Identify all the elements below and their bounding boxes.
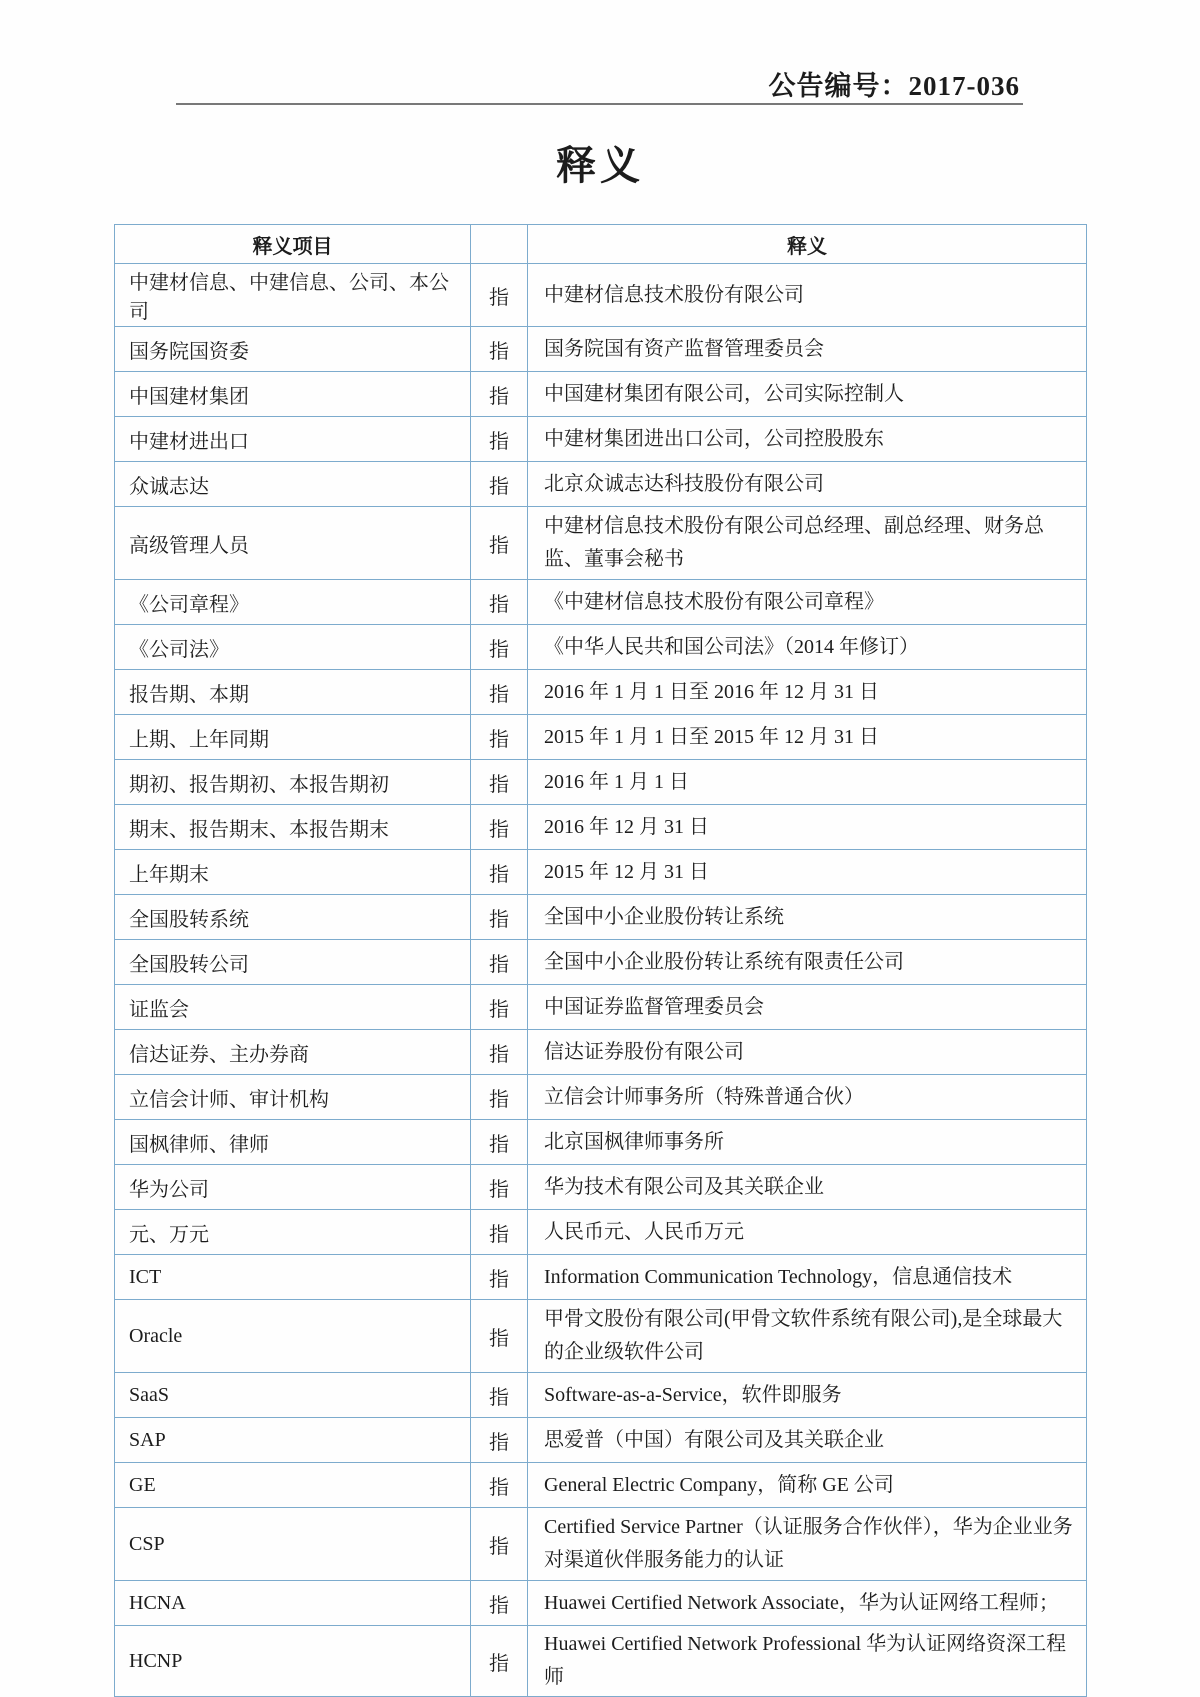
term-cell: 元、万元 [115,1210,471,1255]
definition-cell: 中建材信息技术股份有限公司 [528,264,1087,327]
definition-cell: 思爱普（中国）有限公司及其关联企业 [528,1418,1087,1463]
means-cell: 指 [471,805,528,850]
means-cell: 指 [471,1210,528,1255]
table-row [115,895,1087,940]
definition-cell: 《中建材信息技术股份有限公司章程》 [528,580,1087,625]
table-row [115,264,1087,327]
means-cell: 指 [471,327,528,372]
table-row [115,1165,1087,1210]
col-header-definition: 释义 [528,225,1087,264]
definition-cell: 人民币元、人民币万元 [528,1210,1087,1255]
definition-cell: 《中华人民共和国公司法》（2014 年修订） [528,625,1087,670]
definition-cell: 中国证券监督管理委员会 [528,985,1087,1030]
definition-cell: Information Communication Technology，信息通信技术 [528,1255,1087,1300]
means-cell: 指 [471,1075,528,1120]
table-row [115,507,1087,580]
table-row [115,850,1087,895]
table-row [115,940,1087,985]
definition-cell: Software-as-a-Service，软件即服务 [528,1373,1087,1418]
term-cell: GE [115,1463,471,1508]
means-cell: 指 [471,985,528,1030]
definition-cell: 2015 年 12 月 31 日 [528,850,1087,895]
means-cell: 指 [471,264,528,327]
notice-number: 公告编号：2017-036 [768,71,1020,101]
means-cell: 指 [471,625,528,670]
term-cell: ICT [115,1255,471,1300]
table-row [115,1255,1087,1300]
term-cell: 立信会计师、审计机构 [115,1075,471,1120]
term-cell: 《公司章程》 [115,580,471,625]
term-cell: 中国建材集团 [115,372,471,417]
col-header-means [471,225,528,264]
table-row [115,1626,1087,1697]
means-cell: 指 [471,715,528,760]
table-row [115,580,1087,625]
term-cell: 中建材进出口 [115,417,471,462]
means-cell: 指 [471,895,528,940]
col-header-term: 释义项目 [115,225,471,264]
definitions-table [114,224,1087,1697]
table-row [115,1120,1087,1165]
means-cell: 指 [471,1418,528,1463]
definition-cell: Huawei Certified Network Associate，华为认证网络工程师； [528,1581,1087,1626]
definition-cell: 立信会计师事务所（特殊普通合伙） [528,1075,1087,1120]
table-row [115,1418,1087,1463]
means-cell: 指 [471,1255,528,1300]
means-cell: 指 [471,1508,528,1581]
term-cell: 中建材信息、中建信息、公司、本公司 [115,264,471,327]
definition-cell: 全国中小企业股份转让系统 [528,895,1087,940]
definition-cell: 全国中小企业股份转让系统有限责任公司 [528,940,1087,985]
term-cell: 国务院国资委 [115,327,471,372]
means-cell: 指 [471,462,528,507]
definition-cell: 北京众诚志达科技股份有限公司 [528,462,1087,507]
table-row [115,985,1087,1030]
definitions-table-body [115,264,1087,1697]
term-cell: 期末、报告期末、本报告期末 [115,805,471,850]
header-rule [176,103,1023,105]
definition-cell: 2015 年 1 月 1 日至 2015 年 12 月 31 日 [528,715,1087,760]
means-cell: 指 [471,580,528,625]
means-cell: 指 [471,760,528,805]
means-cell: 指 [471,1165,528,1210]
table-row [115,1300,1087,1373]
means-cell: 指 [471,507,528,580]
definition-cell: 华为技术有限公司及其关联企业 [528,1165,1087,1210]
definition-cell: 2016 年 12 月 31 日 [528,805,1087,850]
definition-cell: 北京国枫律师事务所 [528,1120,1087,1165]
definition-cell: Certified Service Partner（认证服务合作伙伴），华为企业业务对渠道伙伴服务能力的认证 [528,1508,1087,1581]
definition-cell: Huawei Certified Network Professional 华为认证网络资深工程师 [528,1626,1087,1697]
means-cell: 指 [471,1300,528,1373]
means-cell: 指 [471,940,528,985]
term-cell: 上年期末 [115,850,471,895]
term-cell: 众诚志达 [115,462,471,507]
table-row [115,715,1087,760]
table-row [115,1030,1087,1075]
term-cell: 报告期、本期 [115,670,471,715]
means-cell: 指 [471,372,528,417]
definition-cell: 中建材信息技术股份有限公司总经理、副总经理、财务总监、董事会秘书 [528,507,1087,580]
definition-cell: 2016 年 1 月 1 日 [528,760,1087,805]
definition-cell: 国务院国有资产监督管理委员会 [528,327,1087,372]
definition-cell: 中国建材集团有限公司，公司实际控制人 [528,372,1087,417]
table-row [115,417,1087,462]
page-title: 释义 [556,143,644,188]
definition-cell: 信达证券股份有限公司 [528,1030,1087,1075]
table-row [115,1373,1087,1418]
term-cell: 高级管理人员 [115,507,471,580]
term-cell: 全国股转公司 [115,940,471,985]
term-cell: CSP [115,1508,471,1581]
term-cell: SAP [115,1418,471,1463]
table-row [115,1463,1087,1508]
table-row [115,1075,1087,1120]
table-row [115,625,1087,670]
table-row [115,462,1087,507]
term-cell: Oracle [115,1300,471,1373]
term-cell: 国枫律师、律师 [115,1120,471,1165]
definition-cell: General Electric Company，简称 GE 公司 [528,1463,1087,1508]
table-header-row [115,225,1087,264]
term-cell: 华为公司 [115,1165,471,1210]
means-cell: 指 [471,1463,528,1508]
means-cell: 指 [471,1581,528,1626]
term-cell: 期初、报告期初、本报告期初 [115,760,471,805]
definition-cell: 中建材集团进出口公司，公司控股股东 [528,417,1087,462]
term-cell: 信达证券、主办券商 [115,1030,471,1075]
table-row [115,1508,1087,1581]
table-row [115,1581,1087,1626]
definition-cell: 甲骨文股份有限公司(甲骨文软件系统有限公司),是全球最大的企业级软件公司 [528,1300,1087,1373]
term-cell: SaaS [115,1373,471,1418]
table-row [115,760,1087,805]
means-cell: 指 [471,850,528,895]
table-row [115,670,1087,715]
table-row [115,327,1087,372]
term-cell: 证监会 [115,985,471,1030]
means-cell: 指 [471,670,528,715]
means-cell: 指 [471,1373,528,1418]
means-cell: 指 [471,1626,528,1697]
term-cell: 《公司法》 [115,625,471,670]
term-cell: HCNP [115,1626,471,1697]
table-row [115,805,1087,850]
table-row [115,1210,1087,1255]
term-cell: HCNA [115,1581,471,1626]
definition-cell: 2016 年 1 月 1 日至 2016 年 12 月 31 日 [528,670,1087,715]
table-row [115,372,1087,417]
means-cell: 指 [471,1030,528,1075]
term-cell: 上期、上年同期 [115,715,471,760]
term-cell: 全国股转系统 [115,895,471,940]
means-cell: 指 [471,1120,528,1165]
means-cell: 指 [471,417,528,462]
